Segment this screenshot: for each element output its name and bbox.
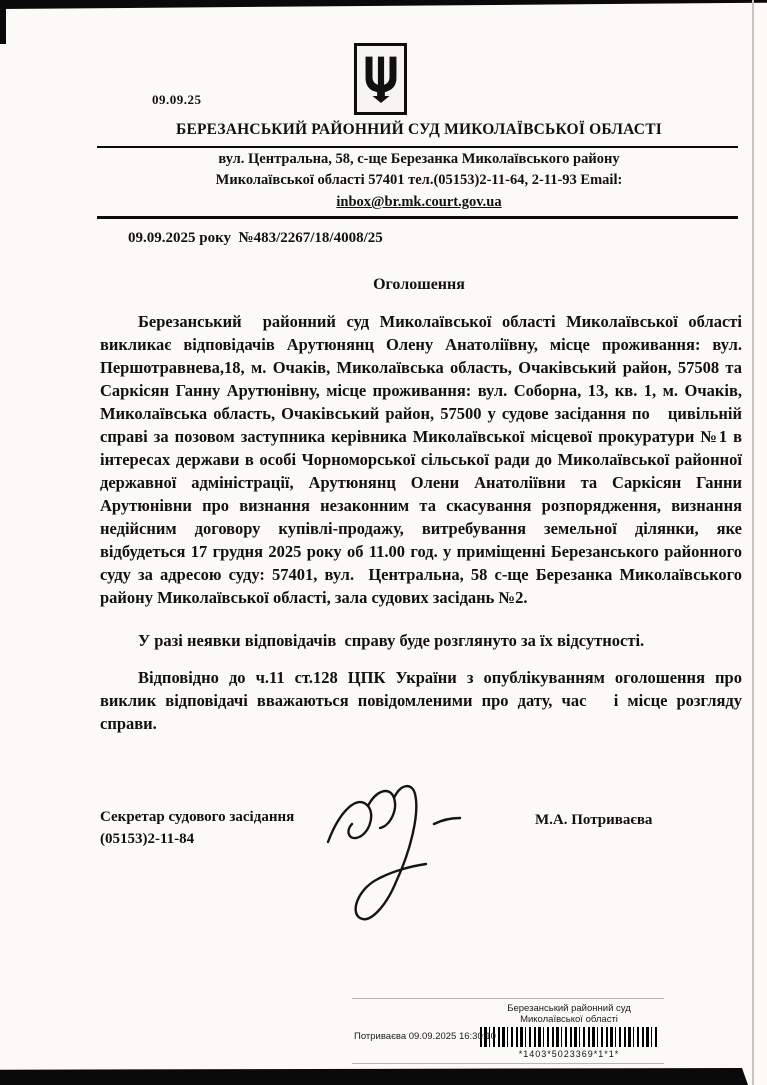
header-divider-bottom — [97, 216, 738, 219]
coat-of-arms-emblem — [354, 43, 407, 115]
document-date-and-number: 09.09.2025 року №483/2267/18/4008/25 — [128, 230, 383, 246]
barcode — [480, 1027, 658, 1047]
document-title: Оголошення — [373, 276, 465, 293]
ukraine-trident-icon — [364, 54, 398, 104]
body-paragraph-absence-warning: У разі неявки відповідачів справу буде розглянуто за їх відсутності. — [138, 631, 645, 650]
court-address-line1: вул. Центральна, 58, с-ще Березанка Миколаївського району — [218, 151, 620, 167]
court-address-line2: Миколаївської області 57401 тел.(05153)2-11-64, 2-11-93 Email: — [215, 172, 623, 188]
body-paragraph-summons: Березанський районний суд Миколаївської області Миколаївської області викликає відповідачів Арутюнянц Олену Анатоліївну, місце проживання: вул. Першотравнева,18, м. Очаків, Миколаївська область, Очаківський район, 57508 та Саркісян Ганну Арутюнівну, місце проживання: вул. Соборна, 13, кв. 1, м. Очаків, Миколаївська область, Очаківський район, 57500 у судове засідання по цивільній справі за позовом заступника керівника Миколаївської місцевої прокуратури №1 в інтересах держави в особі Чорноморської сільської ради до Миколаївської районної державної адміністрації, Арутюнянц Олени Анатоліївни та Саркісян Ганни Арутюнівни про визнання незаконним та скасування розпорядження, визнання недійсним договору купівлі-продажу, витребування земельної ділянки, яке відбудеться 17 грудня 2025 року об 11.00 год. у приміщенні Березанського районного суду за адресою суду: 57401, вул. Центральна, 58 с-ще Березанка Миколаївського району Миколаївської області, зала судових засідань №2. — [100, 312, 747, 607]
scan-artifact-left-edge — [0, 0, 6, 44]
signer-phone: (05153)2-11-84 — [100, 831, 195, 847]
registration-stamp-label — [352, 998, 664, 1064]
scan-artifact-right-edge — [752, 0, 754, 1085]
court-name-heading: БЕРЕЗАНСЬКИЙ РАЙОННИЙ СУД МИКОЛАЇВСЬКОЇ ОБЛАСТІ — [176, 121, 662, 138]
barcode-number: *1403*5023369*1*1* — [518, 1049, 620, 1059]
handwritten-signature — [318, 780, 473, 938]
stamp-court-line1: Березанський районний суд — [507, 1003, 631, 1014]
signer-role-block — [100, 806, 294, 850]
signer-role-line1: Секретар судового засідання — [100, 809, 295, 825]
stamp-court-line2: Миколаївської області — [520, 1014, 618, 1025]
received-date-stamp: 09.09.25 — [152, 92, 202, 107]
scan-artifact-bottom-edge — [0, 1068, 748, 1085]
stamp-registrar-and-datetime: Потриваєва 09.09.2025 16:30:10 — [354, 1031, 496, 1042]
court-email: inbox@br.mk.court.gov.ua — [336, 194, 502, 210]
body-paragraph-legal-basis: Відповідно до ч.11 ст.128 ЦПК України з опублікуванням оголошення про виклик відповідачі вважаються повідомленими про дату, час і місце розгляду справи. — [100, 668, 747, 733]
signer-name: М.А. Потриваєва — [535, 812, 653, 828]
document-body — [100, 310, 747, 755]
scan-artifact-top-edge — [0, 0, 767, 9]
header-divider-top — [97, 146, 738, 148]
